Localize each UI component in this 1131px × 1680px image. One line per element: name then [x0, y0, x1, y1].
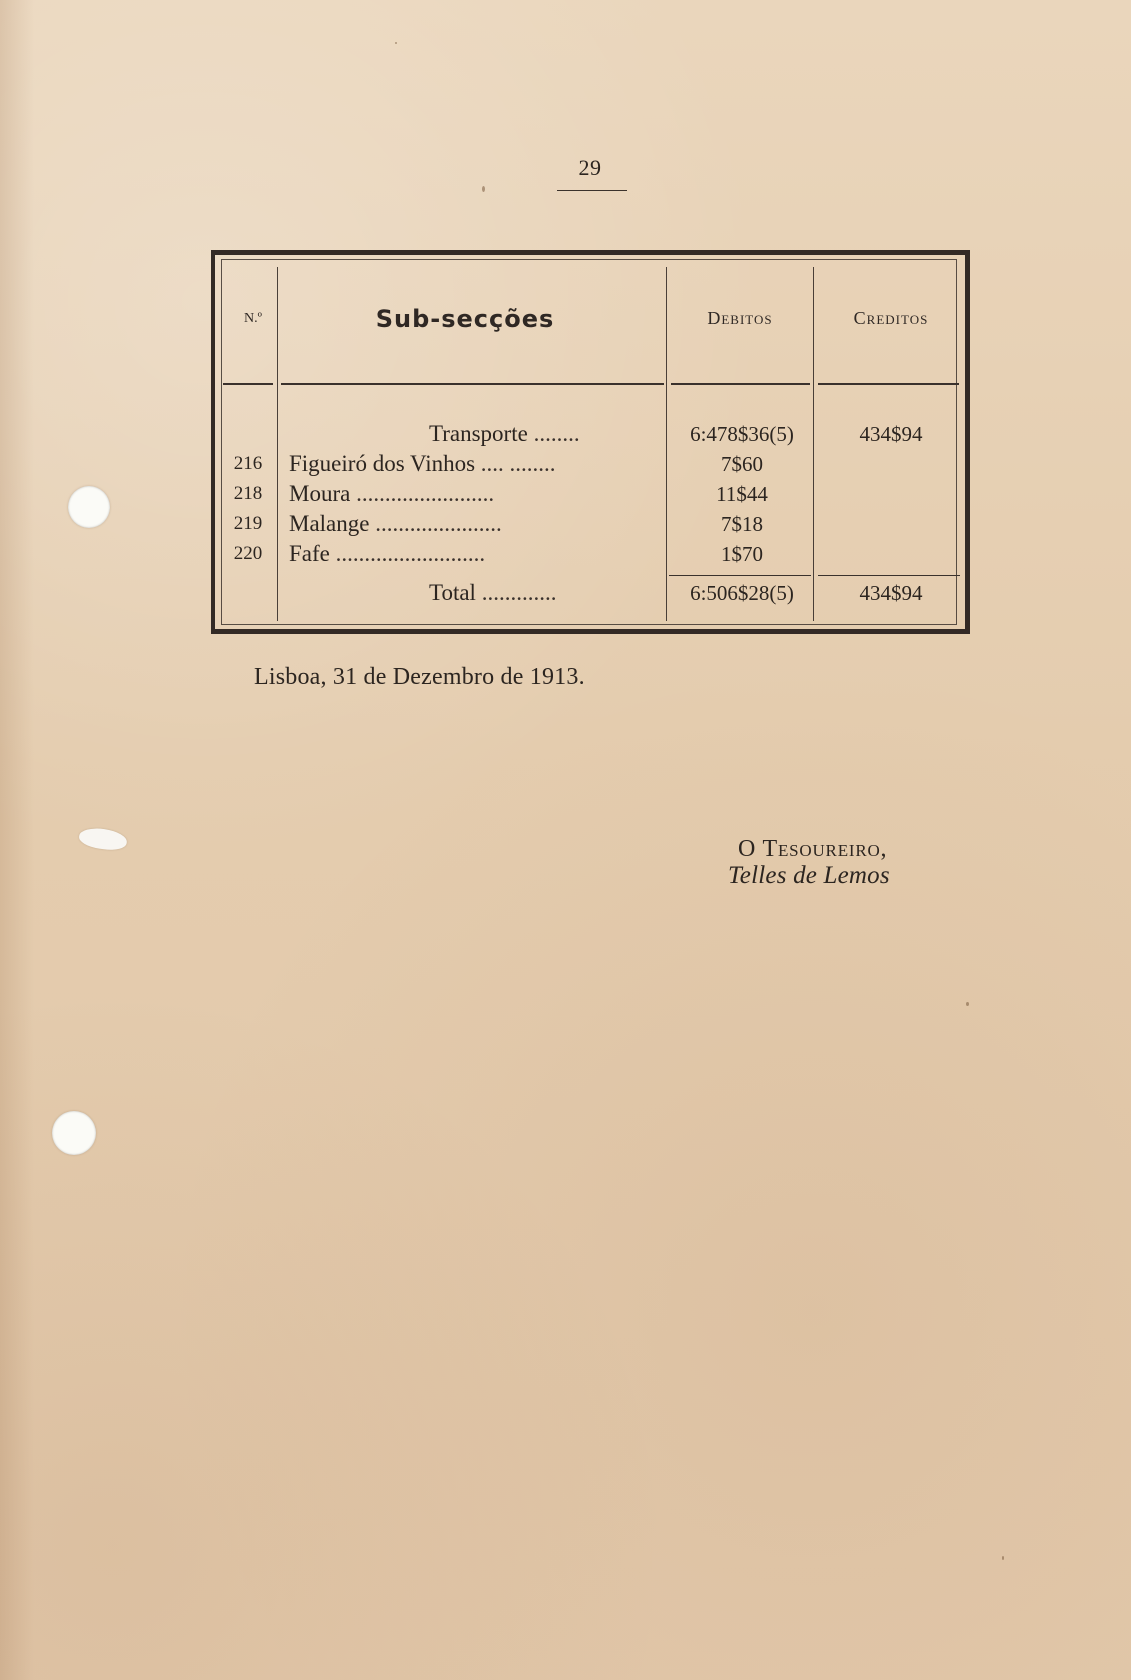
punch-hole-bottom: [52, 1111, 96, 1155]
table-row: [215, 449, 965, 479]
header-rule-debits: [671, 383, 810, 385]
accounts-table: [211, 250, 970, 634]
total-row: [215, 578, 965, 608]
subsection-cell: [289, 479, 659, 509]
subsection-name: Figueiró dos Vinhos: [289, 451, 476, 476]
dot-leader: ..........................: [335, 541, 486, 566]
table-row: [215, 509, 965, 539]
total-label: Total: [429, 580, 476, 605]
paper-speck: [482, 186, 485, 192]
debit-value: 7$18: [721, 512, 763, 536]
transport-debit: 6:478$36(5): [690, 422, 794, 446]
row-number: 220: [233, 543, 263, 564]
total-credit: 434$94: [859, 581, 923, 605]
transport-row: [215, 419, 965, 449]
page-number-rule: [557, 190, 627, 191]
table-row: [215, 479, 965, 509]
subsection-name: Moura: [289, 481, 351, 506]
transport-label: Transporte: [429, 421, 528, 446]
subsection-cell: [289, 449, 659, 479]
row-number: 216: [233, 453, 263, 474]
row-number: 219: [233, 513, 263, 534]
debit-value: 1$70: [721, 542, 763, 566]
paper-speck: [395, 42, 397, 44]
header-subsections: Sub-secções: [375, 305, 555, 333]
place-date: Lisboa, 31 de Dezembro de 1913.: [254, 664, 585, 690]
dot-leader: .... ........: [480, 451, 556, 476]
punch-hole-top: [68, 486, 110, 528]
debit-value: 11$44: [716, 482, 768, 506]
subsection-cell: [289, 509, 659, 539]
total-debit: 6:506$28(5): [690, 581, 794, 605]
paper-speck: [966, 1002, 969, 1006]
transport-label-cell: [429, 419, 659, 449]
dot-leader: ........................: [356, 481, 495, 506]
credit-sum-rule: [818, 575, 960, 576]
page-number: 29: [578, 155, 602, 180]
header-number: N.º: [244, 311, 262, 326]
transport-credit: 434$94: [859, 422, 923, 446]
header-rule-credits: [818, 383, 959, 385]
debit-value: 7$60: [721, 452, 763, 476]
total-dot-leader: .............: [481, 580, 557, 605]
subsection-name: Fafe: [289, 541, 330, 566]
header-rule-subsections: [281, 383, 664, 385]
signatory-name: Telles de Lemos: [728, 862, 890, 889]
header-rule-number: [223, 383, 273, 385]
signatory-title: O Tesoureiro,: [738, 836, 888, 862]
subsection-name: Malange: [289, 511, 370, 536]
paper-speck: [1002, 1556, 1004, 1560]
row-number: 218: [233, 483, 263, 504]
paper-tear: [78, 826, 128, 852]
transport-dot-leader: ........: [533, 421, 580, 446]
total-label-cell: [429, 578, 659, 608]
header-debits: Debitos: [707, 308, 773, 328]
header-credits: Creditos: [853, 308, 929, 328]
subsection-cell: [289, 539, 659, 569]
dot-leader: ......................: [375, 511, 502, 536]
table-row: [215, 539, 965, 569]
debit-sum-rule: [669, 575, 811, 576]
